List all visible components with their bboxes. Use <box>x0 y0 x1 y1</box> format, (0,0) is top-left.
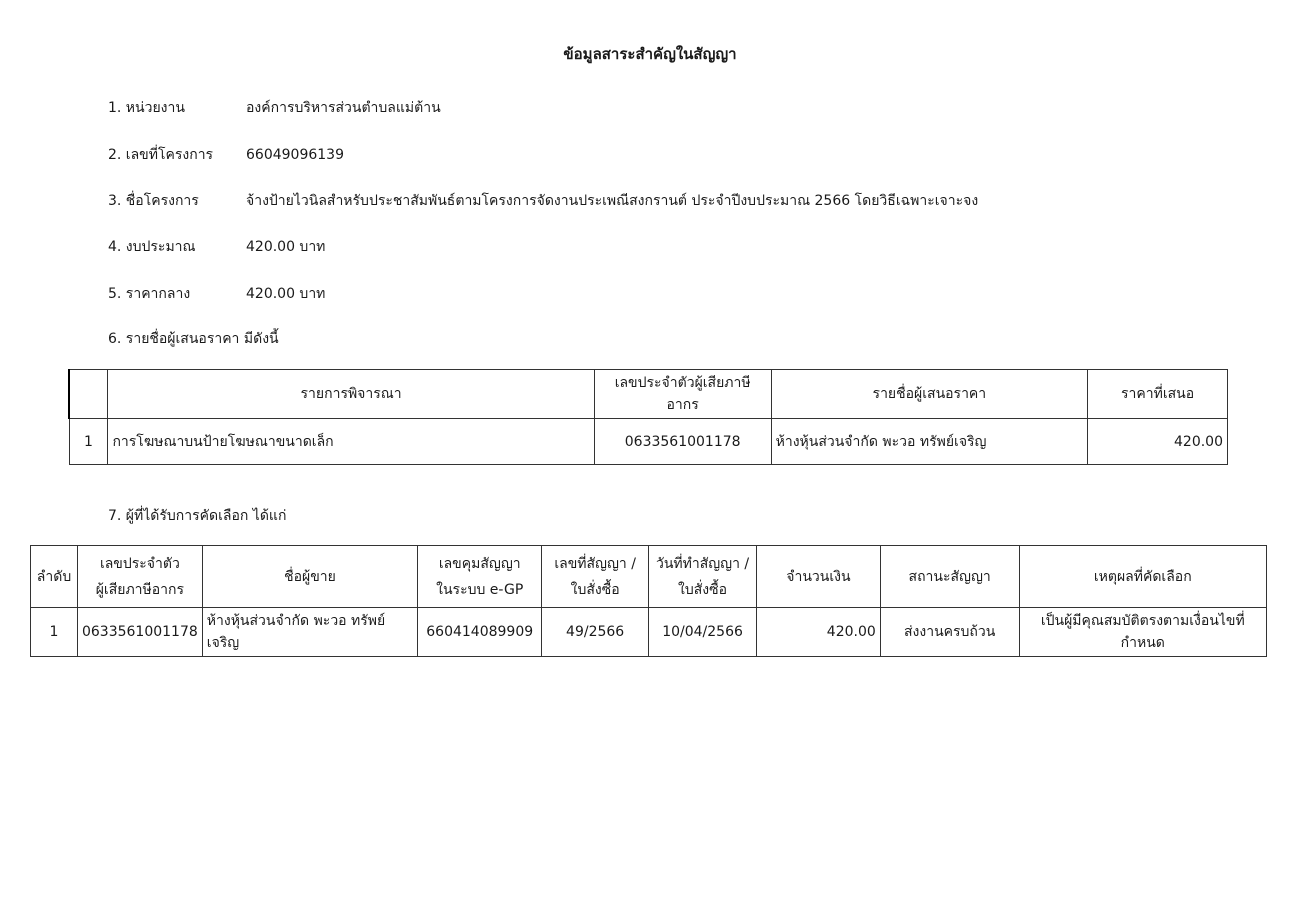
field-value: 66049096139 <box>246 147 344 163</box>
cell-control-number: 660414089909 <box>418 608 542 657</box>
cell-contract-number: 49/2566 <box>542 608 649 657</box>
header-amount: จำนวนเงิน <box>757 546 881 608</box>
header-reason: เหตุผลที่คัดเลือก <box>1019 546 1266 608</box>
cell-index: 1 <box>69 419 108 465</box>
header-tax-id <box>77 546 202 608</box>
field-label: 5. ราคากลาง <box>108 286 191 302</box>
header-tax-id-line1: เลขประจำตัว <box>99 555 180 572</box>
header-tax-id-line2: ผู้เสียภาษีอากร <box>95 581 185 598</box>
cell-index: 1 <box>31 608 78 657</box>
field-label: 1. หน่วยงาน <box>108 100 185 116</box>
field-agency <box>108 97 441 119</box>
cell-seller: ห้างหุ้นส่วนจำกัด พะวอ ทรัพย์เจริญ <box>202 608 417 657</box>
field-budget <box>108 236 325 258</box>
header-status: สถานะสัญญา <box>880 546 1019 608</box>
header-contract-no-line1: เลขที่สัญญา / <box>554 555 636 572</box>
cell-reason: เป็นผู้มีคุณสมบัติตรงตามเงื่อนไขที่กำหนด <box>1019 608 1266 657</box>
cell-amount: 420.00 <box>757 608 881 657</box>
cell-price: 420.00 <box>1088 419 1228 465</box>
header-price: ราคาที่เสนอ <box>1088 370 1228 419</box>
winners-table <box>30 545 1267 657</box>
field-value: 420.00 บาท <box>246 286 326 302</box>
table-header-row <box>31 546 1267 608</box>
header-contract-date-line2: ใบสั่งซื้อ <box>678 581 728 598</box>
field-label: 4. งบประมาณ <box>108 239 196 255</box>
field-value: 420.00 บาท <box>246 239 326 255</box>
table-row <box>69 419 1228 465</box>
winners-heading: 7. ผู้ที่ได้รับการคัดเลือก ได้แก่ <box>108 508 287 524</box>
cell-item: การโฆษณาบนป้ายโฆษณาขนาดเล็ก <box>108 419 594 465</box>
cell-contract-date: 10/04/2566 <box>649 608 757 657</box>
header-control-line1: เลขคุมสัญญา <box>438 555 521 572</box>
header-seller: ชื่อผู้ขาย <box>202 546 417 608</box>
bidders-table <box>68 369 1228 465</box>
header-control-line2: ในระบบ e-GP <box>436 581 524 598</box>
cell-tax-id: 0633561001178 <box>77 608 202 657</box>
header-contract-date <box>649 546 757 608</box>
header-item: รายการพิจารณา <box>108 370 594 419</box>
field-project-name <box>108 190 978 212</box>
field-label: 3. ชื่อโครงการ <box>108 193 199 209</box>
cell-bidder: ห้างหุ้นส่วนจำกัด พะวอ ทรัพย์เจริญ <box>771 419 1088 465</box>
bidders-heading: 6. รายชื่อผู้เสนอราคา มีดังนี้ <box>108 331 279 347</box>
header-index <box>69 370 108 419</box>
header-contract-no-line2: ใบสั่งซื้อ <box>570 581 620 598</box>
field-project-number <box>108 144 344 166</box>
cell-tax-id: 0633561001178 <box>594 419 771 465</box>
header-control-number <box>418 546 542 608</box>
cell-status: ส่งงานครบถ้วน <box>880 608 1019 657</box>
header-contract-number <box>542 546 649 608</box>
field-label: 2. เลขที่โครงการ <box>108 147 214 163</box>
header-bidder: รายชื่อผู้เสนอราคา <box>771 370 1088 419</box>
page-title: ข้อมูลสาระสำคัญในสัญญา <box>563 45 737 63</box>
table-row <box>31 608 1267 657</box>
header-contract-date-line1: วันที่ทำสัญญา / <box>655 555 750 572</box>
field-value: องค์การบริหารส่วนตำบลแม่ต้าน <box>246 100 441 116</box>
header-index: ลำดับ <box>31 546 78 608</box>
table-header-row <box>69 370 1228 419</box>
field-reference-price <box>108 283 325 305</box>
header-tax-id: เลขประจำตัวผู้เสียภาษีอากร <box>594 370 771 419</box>
field-value: จ้างป้ายไวนิลสำหรับประชาสัมพันธ์ตามโครงการจัดงานประเพณีสงกรานต์ ประจำปีงบประมาณ 2566 โดยวิธีเฉพาะเจาะจง <box>246 193 979 209</box>
